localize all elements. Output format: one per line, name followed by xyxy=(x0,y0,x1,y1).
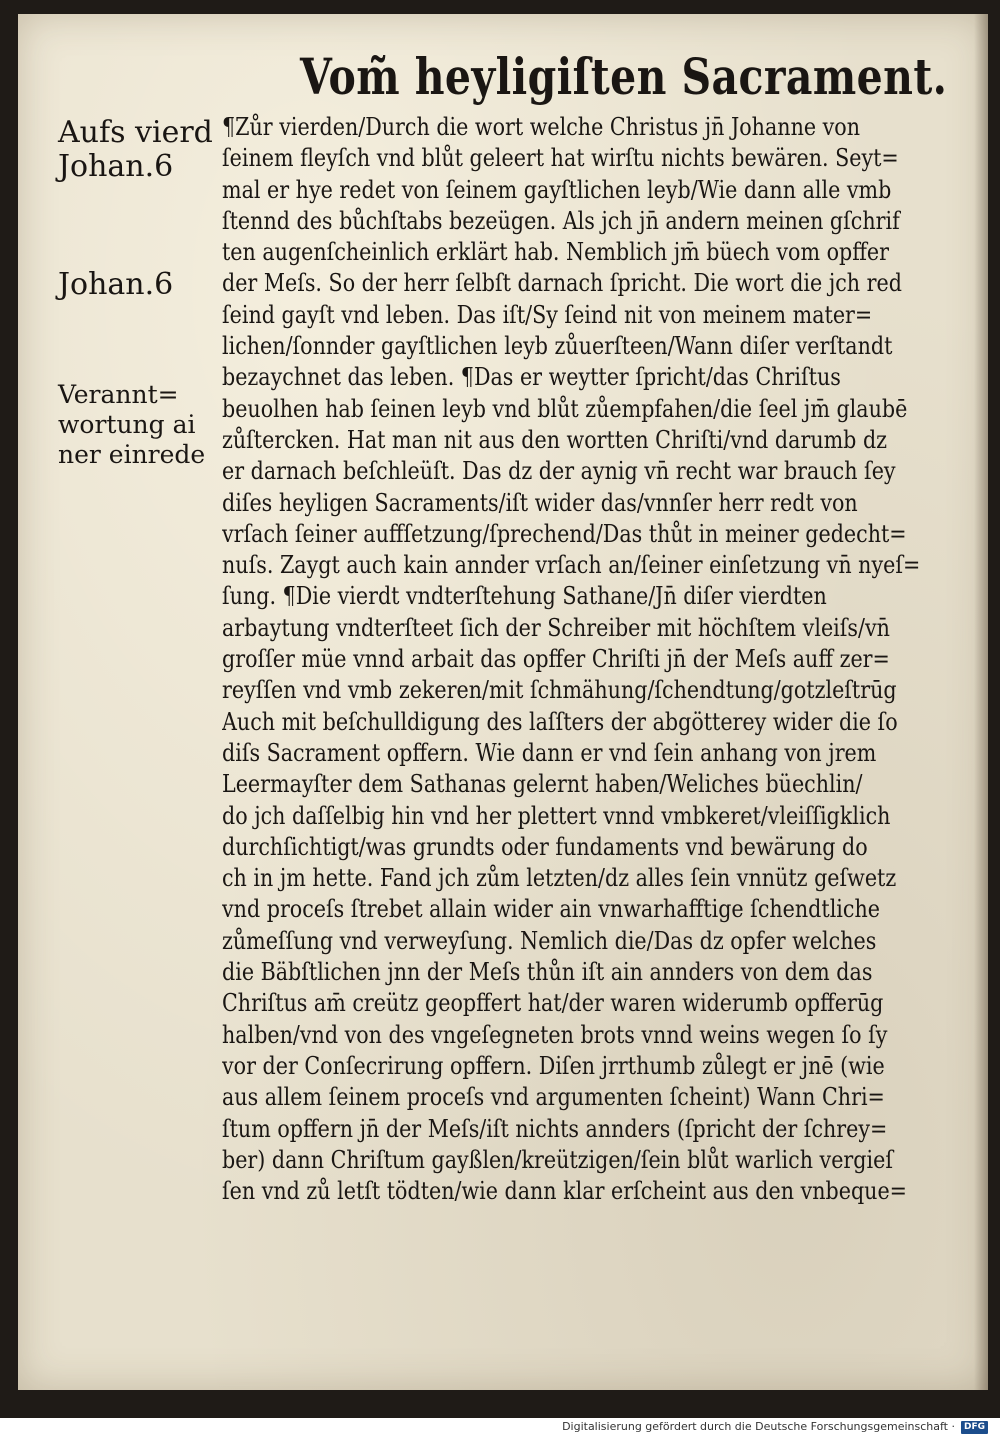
margin-note-line: Aufs vierd xyxy=(58,115,213,150)
text-line: groſſer müe vnnd arbait das opffer Chriſti jn̄ der Meſs auff zer= xyxy=(222,645,890,674)
text-line: zůmeſſung vnd verweyſung. Nemlich die/Das dz opfer welches xyxy=(222,926,877,955)
text-line: ſen vnd zů letſt tödten/wie dann klar erſcheint aus den vnbeque= xyxy=(222,1177,907,1206)
text-line: diſes heyligen Sacraments/iſt wider das/vnnſer herr redt von xyxy=(222,488,858,517)
text-line: er darnach beſchleüſt. Das dz der aynig vn̄ recht war brauch ſey xyxy=(222,457,896,486)
text-line: halben/vnd von des vngeſegneten brots vnnd weins wegen ſo ſy xyxy=(222,1020,888,1049)
margin-note-johan xyxy=(58,268,208,302)
page-header-title: Vom̃ heyligiſten Sacrament. xyxy=(300,47,948,106)
text-line: ¶Zůr vierden/Durch die wort welche Christus jn̄ Johanne von xyxy=(222,113,861,141)
text-line: ſeinem fleyſch vnd blůt geleert hat wirſtu nichts bewären. Seyt= xyxy=(222,144,899,173)
margin-note-verantwortung xyxy=(58,380,208,470)
digitization-credit xyxy=(562,1419,988,1435)
margin-note-line: ner einrede xyxy=(58,440,206,469)
text-line: vnd proceſs ſtrebet allain wider ain vnwarhafftige ſchendtliche xyxy=(222,895,880,924)
text-line: vor der Conſecrirung opffern. Diſen jrrthumb zůlegt er jnē (wie xyxy=(222,1051,885,1080)
margin-note-aufs-vierd xyxy=(58,115,213,184)
text-line: mal er hye redet von ſeinem gayſtlichen leyb/Wie dann alle vmb xyxy=(222,175,892,204)
margin-note-line: Johan.6 xyxy=(58,267,174,302)
text-line: zůſtercken. Hat man nit aus den wortten Chriſti/vnd darumb dz xyxy=(222,425,888,454)
text-line: lichen/ſonnder gayſtlichen leyb zůuerſteen/Wann diſer verſtandt xyxy=(222,332,893,361)
text-line: Leermayſter dem Sathanas gelernt haben/Weliches büechlin/ xyxy=(222,770,863,799)
text-line: aus allem ſeinem proceſs vnd argumenten ſcheint) Wann Chri= xyxy=(222,1083,885,1112)
text-line: Chriſtus am̄ creütz geopffert hat/der waren widerumb opfferūg xyxy=(222,989,884,1018)
margin-note-line: wortung ai xyxy=(58,410,196,439)
main-text-block xyxy=(222,112,982,1207)
text-line: der Meſs. So der herr ſelbſt darnach ſpricht. Die wort die jch red xyxy=(222,269,902,298)
dfg-logo: DFG xyxy=(961,1421,988,1434)
text-line: ſtum opffern jn̄ der Meſs/iſt nichts annders (ſpricht der ſchrey= xyxy=(222,1114,888,1143)
text-line: ten augenſcheinlich erklärt hab. Nemblich jm̄ büech vom opffer xyxy=(222,238,889,267)
text-line: Auch mit beſchulldigung des laſſters der abgötterey wider die ſo xyxy=(222,707,898,736)
text-line: beuolhen hab ſeinen leyb vnd blůt zůempfahen/die ſeel jm̄ glaubē xyxy=(222,394,908,423)
margin-note-line: Verannt= xyxy=(58,380,179,409)
text-line: ſtennd des bůchſtabs bezeügen. Als jch jn̄ andern meinen gſchrif xyxy=(222,206,900,235)
text-line: ſung. ¶Die vierdt vndterſtehung Sathane/Jn̄ diſer vierdten xyxy=(222,582,827,611)
text-line: diſs Sacrament opffern. Wie dann er vnd ſein anhang von jrem xyxy=(222,738,877,767)
text-line: arbaytung vndterſteet ſich der Schreiber mit höchſtem vleiſs/vn̄ xyxy=(222,613,890,642)
text-line: die Bäbſtlichen jnn der Meſs thůn iſt ain annders von dem das xyxy=(222,958,873,987)
footer-credit-text: Digitalisierung gefördert durch die Deutsche Forschungsgemeinschaft · xyxy=(562,1420,955,1433)
text-line: do jch daſſelbig hin vnd her plettert vnnd vmbkeret/vleiſſigklich xyxy=(222,801,891,830)
text-line: ch in jm hette. Fand jch zům letzten/dz alles ſein vnnütz geſwetz xyxy=(222,864,897,893)
text-line: reyſſen vnd vmb zekeren/mit ſchmähung/ſchendtung/gotzleſtrūg xyxy=(222,676,897,705)
text-line: vrſach ſeiner auffſetzung/ſprechend/Das thůt in meiner gedecht= xyxy=(222,519,907,548)
margin-note-line: Johan.6 xyxy=(58,149,174,184)
text-line: durchſichtigt/was grundts oder fundaments vnd bewärung do xyxy=(222,832,868,861)
text-line: nuſs. Zaygt auch kain annder vrſach an/ſeiner einſetzung vn̄ nyeſ= xyxy=(222,551,921,580)
text-line: ſeind gayſt vnd leben. Das iſt/Sy ſeind nit von meinem mater= xyxy=(222,300,873,329)
text-line: bezaychnet das leben. ¶Das er weytter ſpricht/das Chriſtus xyxy=(222,363,841,392)
text-line: ber) dann Chriſtum gayßlen/kreützigen/ſein blůt warlich vergieſ xyxy=(222,1145,893,1174)
